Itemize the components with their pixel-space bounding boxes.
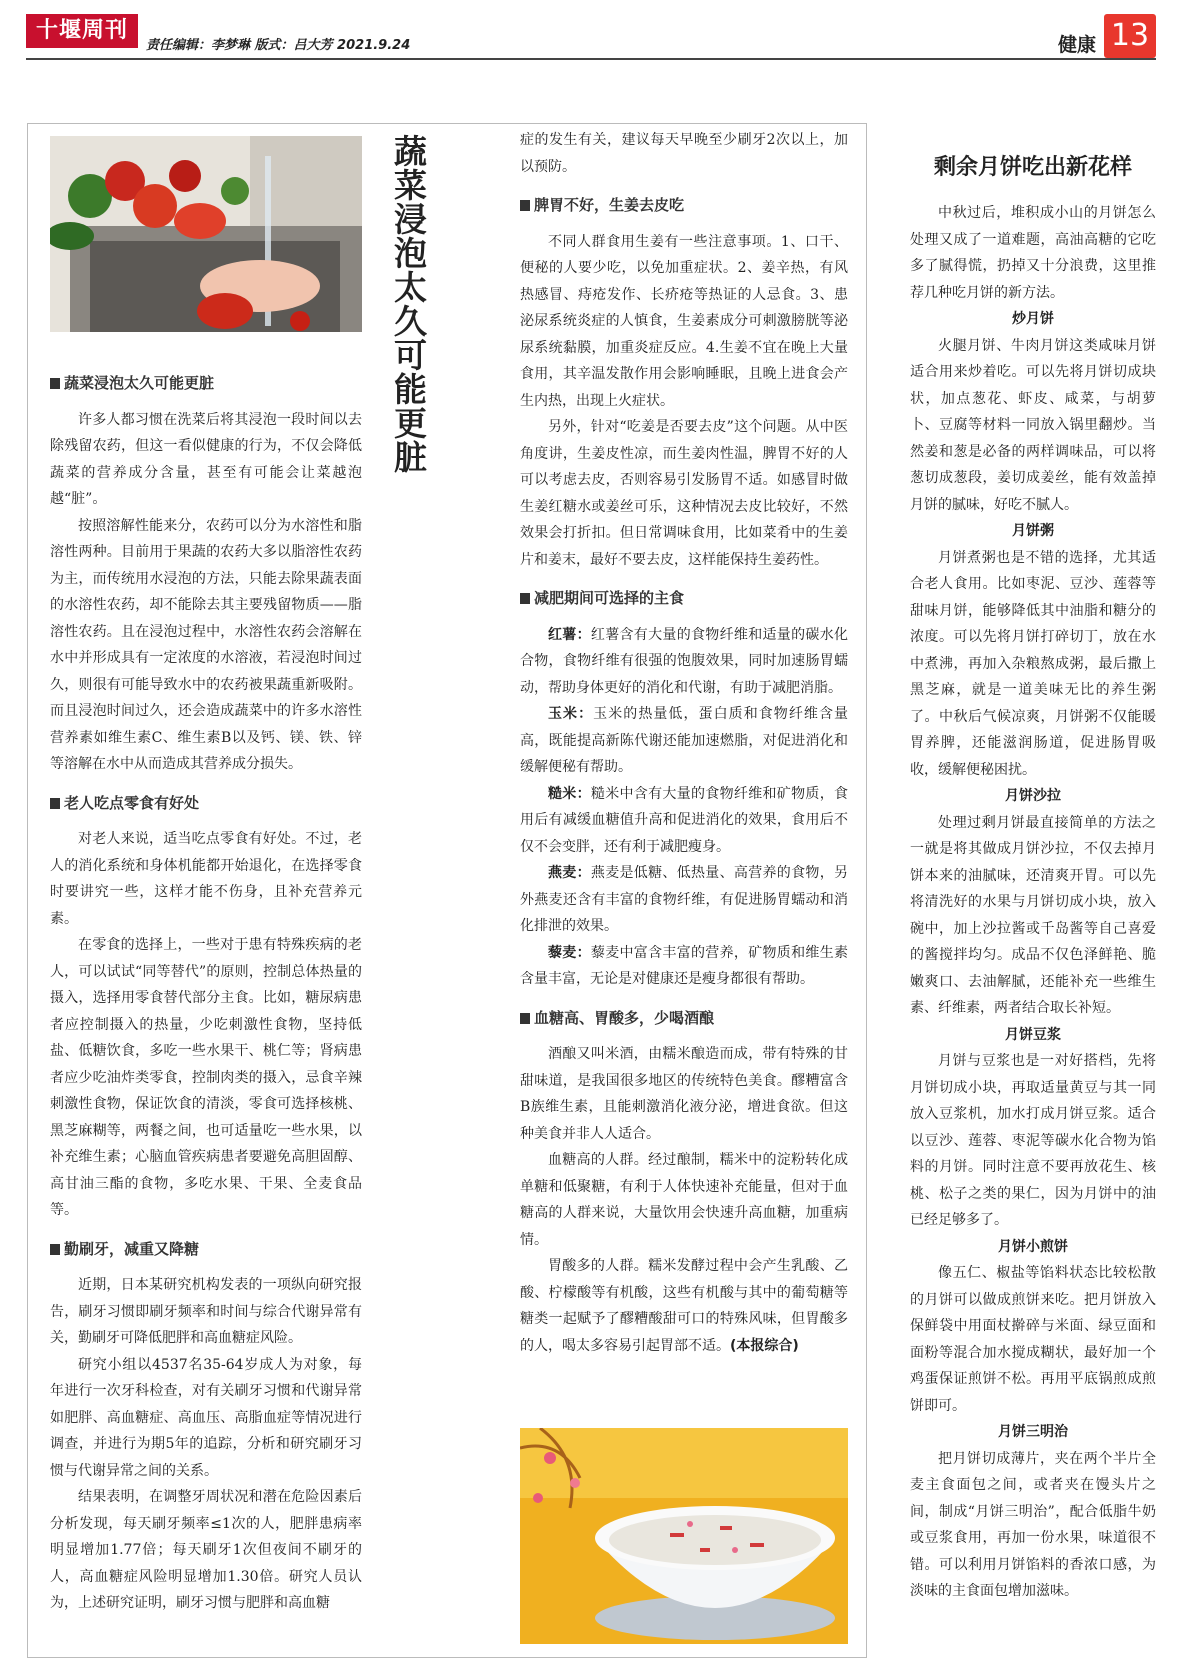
vegetable-washing-photo (50, 136, 362, 332)
paragraph: 不同人群食用生姜有一些注意事项。1、口干、便秘的人要少吃，以免加重症状。2、姜辛热，有风热感冒、痔疮发作、长疥疮等热证的人忌食。3、患泌尿系统炎症的人慎食，生姜素成分可刺激膀胱等泌尿系统黏膜，加重炎症反应。4.生姜不宜在晚上大量食用，其辛温发散作用会影响睡眠，且晚上进食会产生内热，出现上火症状。 (520, 233, 848, 409)
section-heading: 血糖高、胃酸多，少喝酒酿 (520, 1005, 848, 1032)
page-number: 13 (1104, 14, 1156, 58)
square-bullet-icon (50, 378, 60, 389)
paragraph: 像五仁、椒盐等馅料状态比较松散的月饼可以做成煎饼来吃。把月饼放入保鲜袋中用面杖擀碎与米面、绿豆面和面粉等混合加水搅成糊状，最好加一个鸡蛋保证煎饼不松。再用平底锅煎成煎饼即可。 (910, 1265, 1156, 1414)
header-rule (26, 58, 1156, 60)
paragraph: 另外，针对“吃姜是否要去皮”这个问题。从中医角度讲，生姜皮性凉，而生姜肉性温，脾胃不好的人可以考虑去皮，否则容易引发肠胃不适。如感冒时做生姜红糖水或姜丝可乐，这种情况去皮比较好，不然效果会打折扣。但日常调味食用，比如菜肴中的生姜片和姜末，最好不要去皮，这样能保持生姜药性。 (520, 419, 848, 568)
paragraph: 结果表明，在调整牙周状况和潜在危险因素后分析发现，每天刷牙频率≤1次的人，肥胖患病率明显增加1.77倍；每天刷牙1次但夜间不刷牙的人，高血糖症风险明显增加1.30倍。研究人员认为，上述研究证明，刷牙习惯与肥胖和高血糖 (50, 1489, 362, 1611)
section-name: 健康 (1058, 34, 1097, 56)
right-article-title: 剩余月饼吃出新花样 (933, 155, 1132, 180)
square-bullet-icon (520, 200, 530, 211)
section-heading: 脾胃不好，生姜去皮吃 (520, 192, 848, 219)
square-bullet-icon (50, 798, 60, 809)
paragraph: 血糖高的人群。经过酿制，糯米中的淀粉转化成单糖和低聚糖，有利于人体快速补充能量，但对于血糖高的人群来说，大量饮用会快速升高血糖，加重病情。 (520, 1152, 848, 1248)
square-bullet-icon (520, 593, 530, 604)
paragraph: 中秋过后，堆积成小山的月饼怎么处理又成了一道难题，高油高糖的它吃多了腻得慌，扔掉又十分浪费，这里推荐几种吃月饼的新方法。 (910, 205, 1156, 301)
column-3 (910, 200, 1156, 1605)
list-item: 玉米：玉米的热量低，蛋白质和食物纤维含量高，既能提高新陈代谢还能加速燃脂，对促进消化和缓解便秘有帮助。 (520, 706, 849, 775)
paragraph: 近期，日本某研究机构发表的一项纵向研究报告，刷牙习惯即刷牙频率和时间与综合代谢异常有关，勤刷牙可降低肥胖和高血糖症风险。 (50, 1277, 362, 1346)
list-item: 红薯：红薯含有大量的食物纤维和适量的碳水化合物，食物纤维有很强的饱腹效果，同时加速肠胃蠕动，帮助身体更好的消化和代谢，有助于减肥消脂。 (520, 626, 849, 696)
paragraph: 胃酸多的人群。糯米发酵过程中会产生乳酸、乙酸、柠檬酸等有机酸，这些有机酸与其中的葡萄糖等糖类一起赋予了醪糟酸甜可口的特殊风味，但胃酸多的人，喝太多容易引起胃部不适。(本报综合) (520, 1258, 848, 1354)
paragraph: 在零食的选择上，一些对于患有特殊疾病的老人，可以试试“同等替代”的原则，控制总体热量的摄入，选择用零食替代部分主食。比如，糖尿病患者应控制摄入的热量，少吃刺激性食物，坚持低盐、低糖饮食，多吃一些水果干、桃仁等；肾病患者应少吃油炸类零食，控制肉类的摄入，忌食辛辣刺激性食物，保证饮食的清淡，零食可选择核桃、黑芝麻糊等，两餐之间，也可适量吃一些水果，以补充维生素；心脑血管疾病患者要避免高胆固醇、高甘油三酯的食物，多吃水果、干果、全麦食品等。 (50, 937, 362, 1218)
paragraph: 把月饼切成薄片，夹在两个半片全麦主食面包之间，或者夹在馒头片之间，制成“月饼三明治”，配合低脂牛奶或豆浆食用，再加一份水果，味道很不错。可以利用月饼馅料的香浓口感，为淡味的主食面包增加滋味。 (910, 1450, 1156, 1599)
masthead-logo: 十堰周刊 (26, 14, 138, 48)
editor-line: 责任编辑：李梦琳 版式：吕大芳 2021.9.24 (146, 38, 411, 53)
subsection-heading: 月饼粥 (1012, 523, 1054, 539)
subsection-heading: 月饼沙拉 (1005, 788, 1061, 804)
section-heading: 勤刷牙，减重又降糖 (50, 1236, 362, 1263)
main-vertical-title: 蔬菜浸泡太久可能更脏 (389, 134, 428, 474)
column-1 (50, 358, 362, 1617)
column-2 (520, 127, 848, 1359)
square-bullet-icon (50, 1244, 60, 1255)
subsection-heading: 月饼小煎饼 (998, 1238, 1068, 1255)
square-bullet-icon (520, 1013, 530, 1024)
paragraph: 症的发生有关，建议每天早晚至少刷牙2次以上，加以预防。 (520, 132, 848, 175)
paragraph: 火腿月饼、牛肉月饼这类咸味月饼适合用来炒着吃。可以先将月饼切成块状，加点葱花、虾皮、咸菜，与胡萝卜、豆腐等材料一同放入锅里翻炒。当然姜和葱是必备的两样调味品，可以将葱切成葱段，姜切成姜丝，能有效盖掉月饼的腻味，好吃不腻人。 (910, 337, 1156, 513)
paragraph: 月饼与豆浆也是一对好搭档，先将月饼切成小块，再取适量黄豆与其一同放入豆浆机，加水打成月饼豆浆。适合以豆沙、莲蓉、枣泥等碳水化合物为馅料的月饼。同时注意不要再放花生、核桃、松子之类的果仁，因为月饼中的油已经足够多了。 (910, 1053, 1156, 1228)
source-note: (本报综合) (730, 1337, 799, 1354)
paragraph: 许多人都习惯在洗菜后将其浸泡一段时间以去除残留农药，但这一看似健康的行为，不仅会降低蔬菜的营养成分含量，甚至有可能会让菜越泡越“脏”。 (50, 411, 362, 507)
section-heading: 减肥期间可选择的主食 (520, 585, 848, 612)
paragraph: 按照溶解性能来分，农药可以分为水溶性和脂溶性两种。目前用于果蔬的农药大多以脂溶性农药为主，而传统用水浸泡的方法，只能去除果蔬表面的水溶性农药，却不能除去其主要残留物质——脂溶性农药。且在浸泡过程中，水溶性农药会溶解在水中并形成具有一定浓度的水溶液，若浸泡时间过久，则很有可能导致水中的农药被果蔬重新吸附。而且浸泡时间过久，还会造成蔬菜中的许多水溶性营养素如维生素C、维生素B以及钙、镁、铁、锌等溶解在水中从而造成其营养成分损失。 (50, 517, 362, 772)
subsection-heading: 炒月饼 (1012, 311, 1054, 327)
list-item: 燕麦：燕麦是低糖、低热量、高营养的食物，另外燕麦还含有丰富的食物纤维，有促进肠胃蠕动和消化排泄的效果。 (520, 865, 849, 934)
subsection-heading: 月饼豆浆 (1005, 1026, 1061, 1043)
section-heading: 蔬菜浸泡太久可能更脏 (50, 370, 362, 397)
paragraph: 对老人来说，适当吃点零食有好处。不过，老人的消化系统和身体机能都开始退化，在选择零食时要讲究一些，这样才能不伤身，且补充营养元素。 (50, 831, 362, 927)
paragraph: 酒酿又叫米酒，由糯米酿造而成，带有特殊的甘甜味道，是我国很多地区的传统特色美食。醪糟富含B族维生素，且能刺激消化液分泌，增进食欲。但这种美食并非人人适合。 (520, 1046, 848, 1142)
paragraph: 处理过剩月饼最直接简单的方法之一就是将其做成月饼沙拉，不仅去掉月饼本来的油腻味，还清爽开胃。可以先将清洗好的水果与月饼切成小块，放入碗中，加上沙拉酱或千岛酱等自己喜爱的酱搅拌均匀。成品不仅色泽鲜艳、脆嫩爽口、去油解腻，还能补充一些维生素、纤维素，两者结合取长补短。 (910, 814, 1156, 1016)
paragraph: 月饼煮粥也是不错的选择，尤其适合老人食用。比如枣泥、豆沙、莲蓉等甜味月饼，能够降低其中油脂和糖分的浓度。可以先将月饼打碎切丁，放在水中煮沸，再加入杂粮熬成粥，最后撒上黑芝麻，就是一道美味无比的养生粥了。中秋后气候凉爽，月饼粥不仅能暖胃养脾，还能滋润肠道，促进肠胃吸收，缓解便秘困扰。 (910, 549, 1156, 778)
list-item: 藜麦：藜麦中富含丰富的营养，矿物质和维生素含量丰富，无论是对健康还是瘦身都很有帮助。 (520, 944, 849, 987)
subsection-heading: 月饼三明治 (998, 1424, 1068, 1440)
list-item: 糙米：糙米中含有大量的食物纤维和矿物质，食用后有减缓血糖值升高和促进消化的效果，食用后不仅不会变胖，还有利于减肥瘦身。 (520, 785, 849, 855)
paragraph: 研究小组以4537名35-64岁成人为对象，每年进行一次牙科检查，对有关刷牙习惯和代谢异常如肥胖、高血糖症、高血压、高脂血症等情况进行调查，并进行为期5年的追踪，分析和研究刷牙习惯与代谢异常之间的关系。 (50, 1356, 362, 1479)
section-heading: 老人吃点零食有好处 (50, 790, 362, 817)
rice-wine-congee-photo (520, 1428, 848, 1644)
